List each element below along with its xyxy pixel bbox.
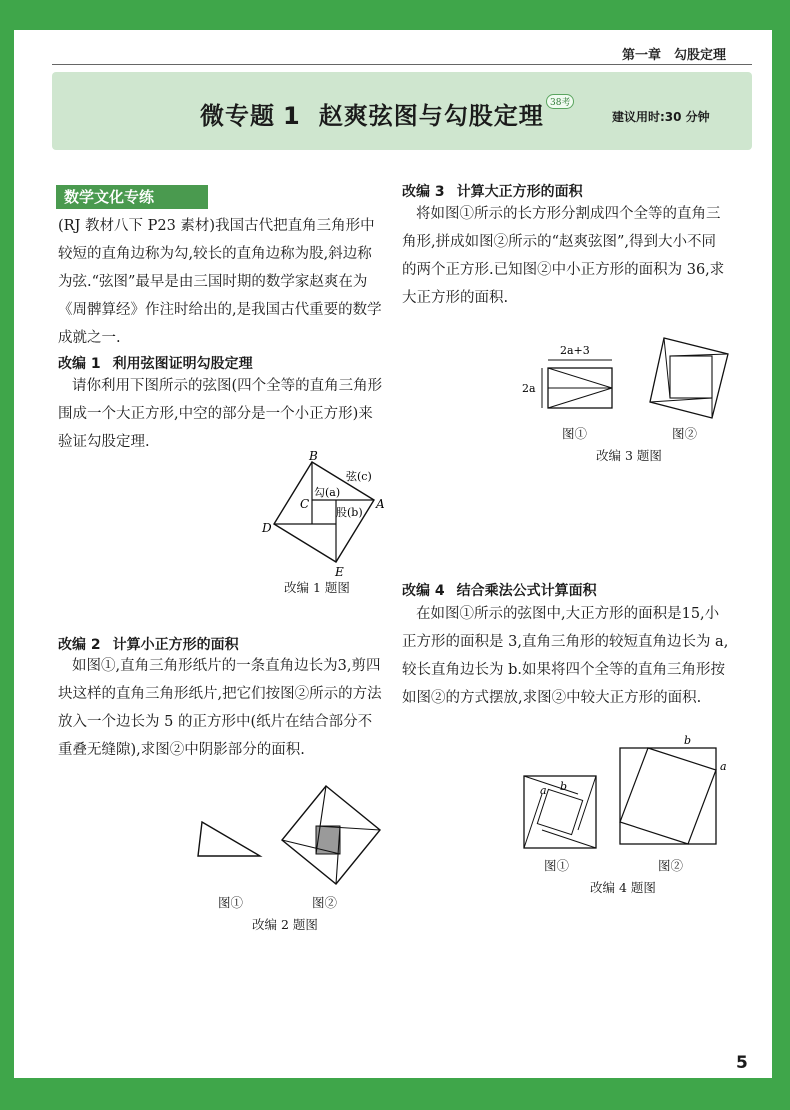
fig-2-2-label: 图②: [312, 895, 338, 910]
fig-4-2-label: 图②: [658, 858, 684, 873]
problem-3-title: 计算大正方形的面积: [456, 184, 583, 200]
page-number: 5: [736, 1053, 748, 1073]
label-gu: 股(b): [336, 506, 363, 519]
problem-3-caption: 改编 3 题图: [596, 448, 662, 463]
fig-4-1-label: 图①: [544, 858, 570, 873]
suggested-time: 建议用时:30 分钟: [612, 110, 710, 124]
fig-3-2-label: 图②: [672, 426, 698, 441]
problem-1-label: 改编 1: [58, 356, 101, 372]
header-rule: [52, 64, 752, 65]
intro-paragraph: (RJ 教材八下 P23 素材)我国古代把直角三角形中较短的直角边称为勾,较长的直角边称为股,斜边称为弦.“弦图”最早是由三国时期的数学家赵爽在为《周髀算经》作注时给出的,是我国古代重要的数学成就之一.: [58, 218, 382, 346]
problem-1-title: 利用弦图证明勾股定理: [112, 356, 253, 372]
label-a: A: [376, 497, 385, 511]
dim-left-label: 2a: [522, 382, 536, 395]
page-border-right: [772, 0, 790, 1110]
page-border-bottom: [0, 1080, 790, 1110]
page-title: [200, 96, 544, 131]
title-label: 微专题: [200, 102, 275, 130]
problem-1-caption: 改编 1 题图: [284, 580, 350, 595]
problem-1-text: 请你利用下图所示的弦图(四个全等的直角三角形围成一个大正方形,中空的部分是一个小正方形)来验证勾股定理.: [58, 378, 383, 450]
label-d: D: [262, 521, 272, 535]
problem-2-heading: [58, 634, 239, 654]
label-e: E: [335, 565, 344, 579]
problem-2-text: 如图①,直角三角形纸片的一条直角边长为3,剪四块这样的直角三角形纸片,把它们按图②所示的方法放入一个边长为 5 的正方形中(纸片在结合部分不重叠无缝隙),求图②中阴影部分的面积.: [58, 658, 382, 758]
problem-2-label: 改编 2: [58, 637, 101, 653]
problem-3-text: 将如图①所示的长方形分割成四个全等的直角三角形,拼成如图②所示的“赵爽弦图”,得到大小不同的两个正方形.已知图②中小正方形的面积为 36,求大正方形的面积.: [402, 206, 725, 306]
figure-xian-diagram: [262, 449, 392, 579]
figure-4-2-square: [618, 730, 738, 840]
title-text: 赵爽弦图与勾股定理: [318, 102, 544, 130]
figure-3-1-rectangle: [520, 340, 630, 420]
problem-2-caption: 改编 2 题图: [252, 917, 318, 932]
section-tag: 数学文化专练: [56, 185, 208, 209]
chapter-header: 第一章 勾股定理: [621, 48, 726, 63]
dim-top-label: 2a+3: [560, 344, 590, 357]
fig-3-1-label: 图①: [562, 426, 588, 441]
figure-2-1-triangle: [196, 820, 266, 860]
figure-3-2-xian-diagram: [648, 332, 738, 422]
label-xian: 弦(c): [346, 470, 372, 483]
problem-4-text: 在如图①所示的弦图中,大正方形的面积是15,小正方形的面积是 3,直角三角形的较短直角边长为 a,较长直角边长为 b.如果将四个全等的直角三角形按如图②的方式摆放,求图②中较大正方形的面积.: [402, 606, 729, 706]
problem-4-caption: 改编 4 题图: [590, 880, 656, 895]
problem-4-title: 结合乘法公式计算面积: [456, 583, 597, 599]
title-number: 1: [283, 102, 301, 130]
problem-2-title: 计算小正方形的面积: [112, 637, 239, 653]
label-c: C: [300, 497, 310, 511]
fig4-1-b-label: b: [560, 780, 568, 793]
fig4-2-b-label: b: [684, 734, 692, 747]
problem-3-heading: [402, 181, 583, 201]
exam-count-badge: 38考: [546, 94, 574, 109]
label-gou: 勾(a): [314, 486, 341, 499]
figure-4-1-xian-diagram: [522, 774, 602, 854]
problem-4-label: 改编 4: [402, 583, 445, 599]
problem-3-label: 改编 3: [402, 184, 445, 200]
fig-2-1-label: 图①: [218, 895, 244, 910]
fig4-2-a-label: a: [720, 760, 727, 773]
label-b: B: [309, 449, 318, 463]
problem-1-heading: [58, 353, 253, 373]
fig4-1-a-label: a: [540, 784, 547, 797]
problem-4-heading: [402, 580, 597, 600]
figure-2-2-square: [276, 780, 386, 890]
